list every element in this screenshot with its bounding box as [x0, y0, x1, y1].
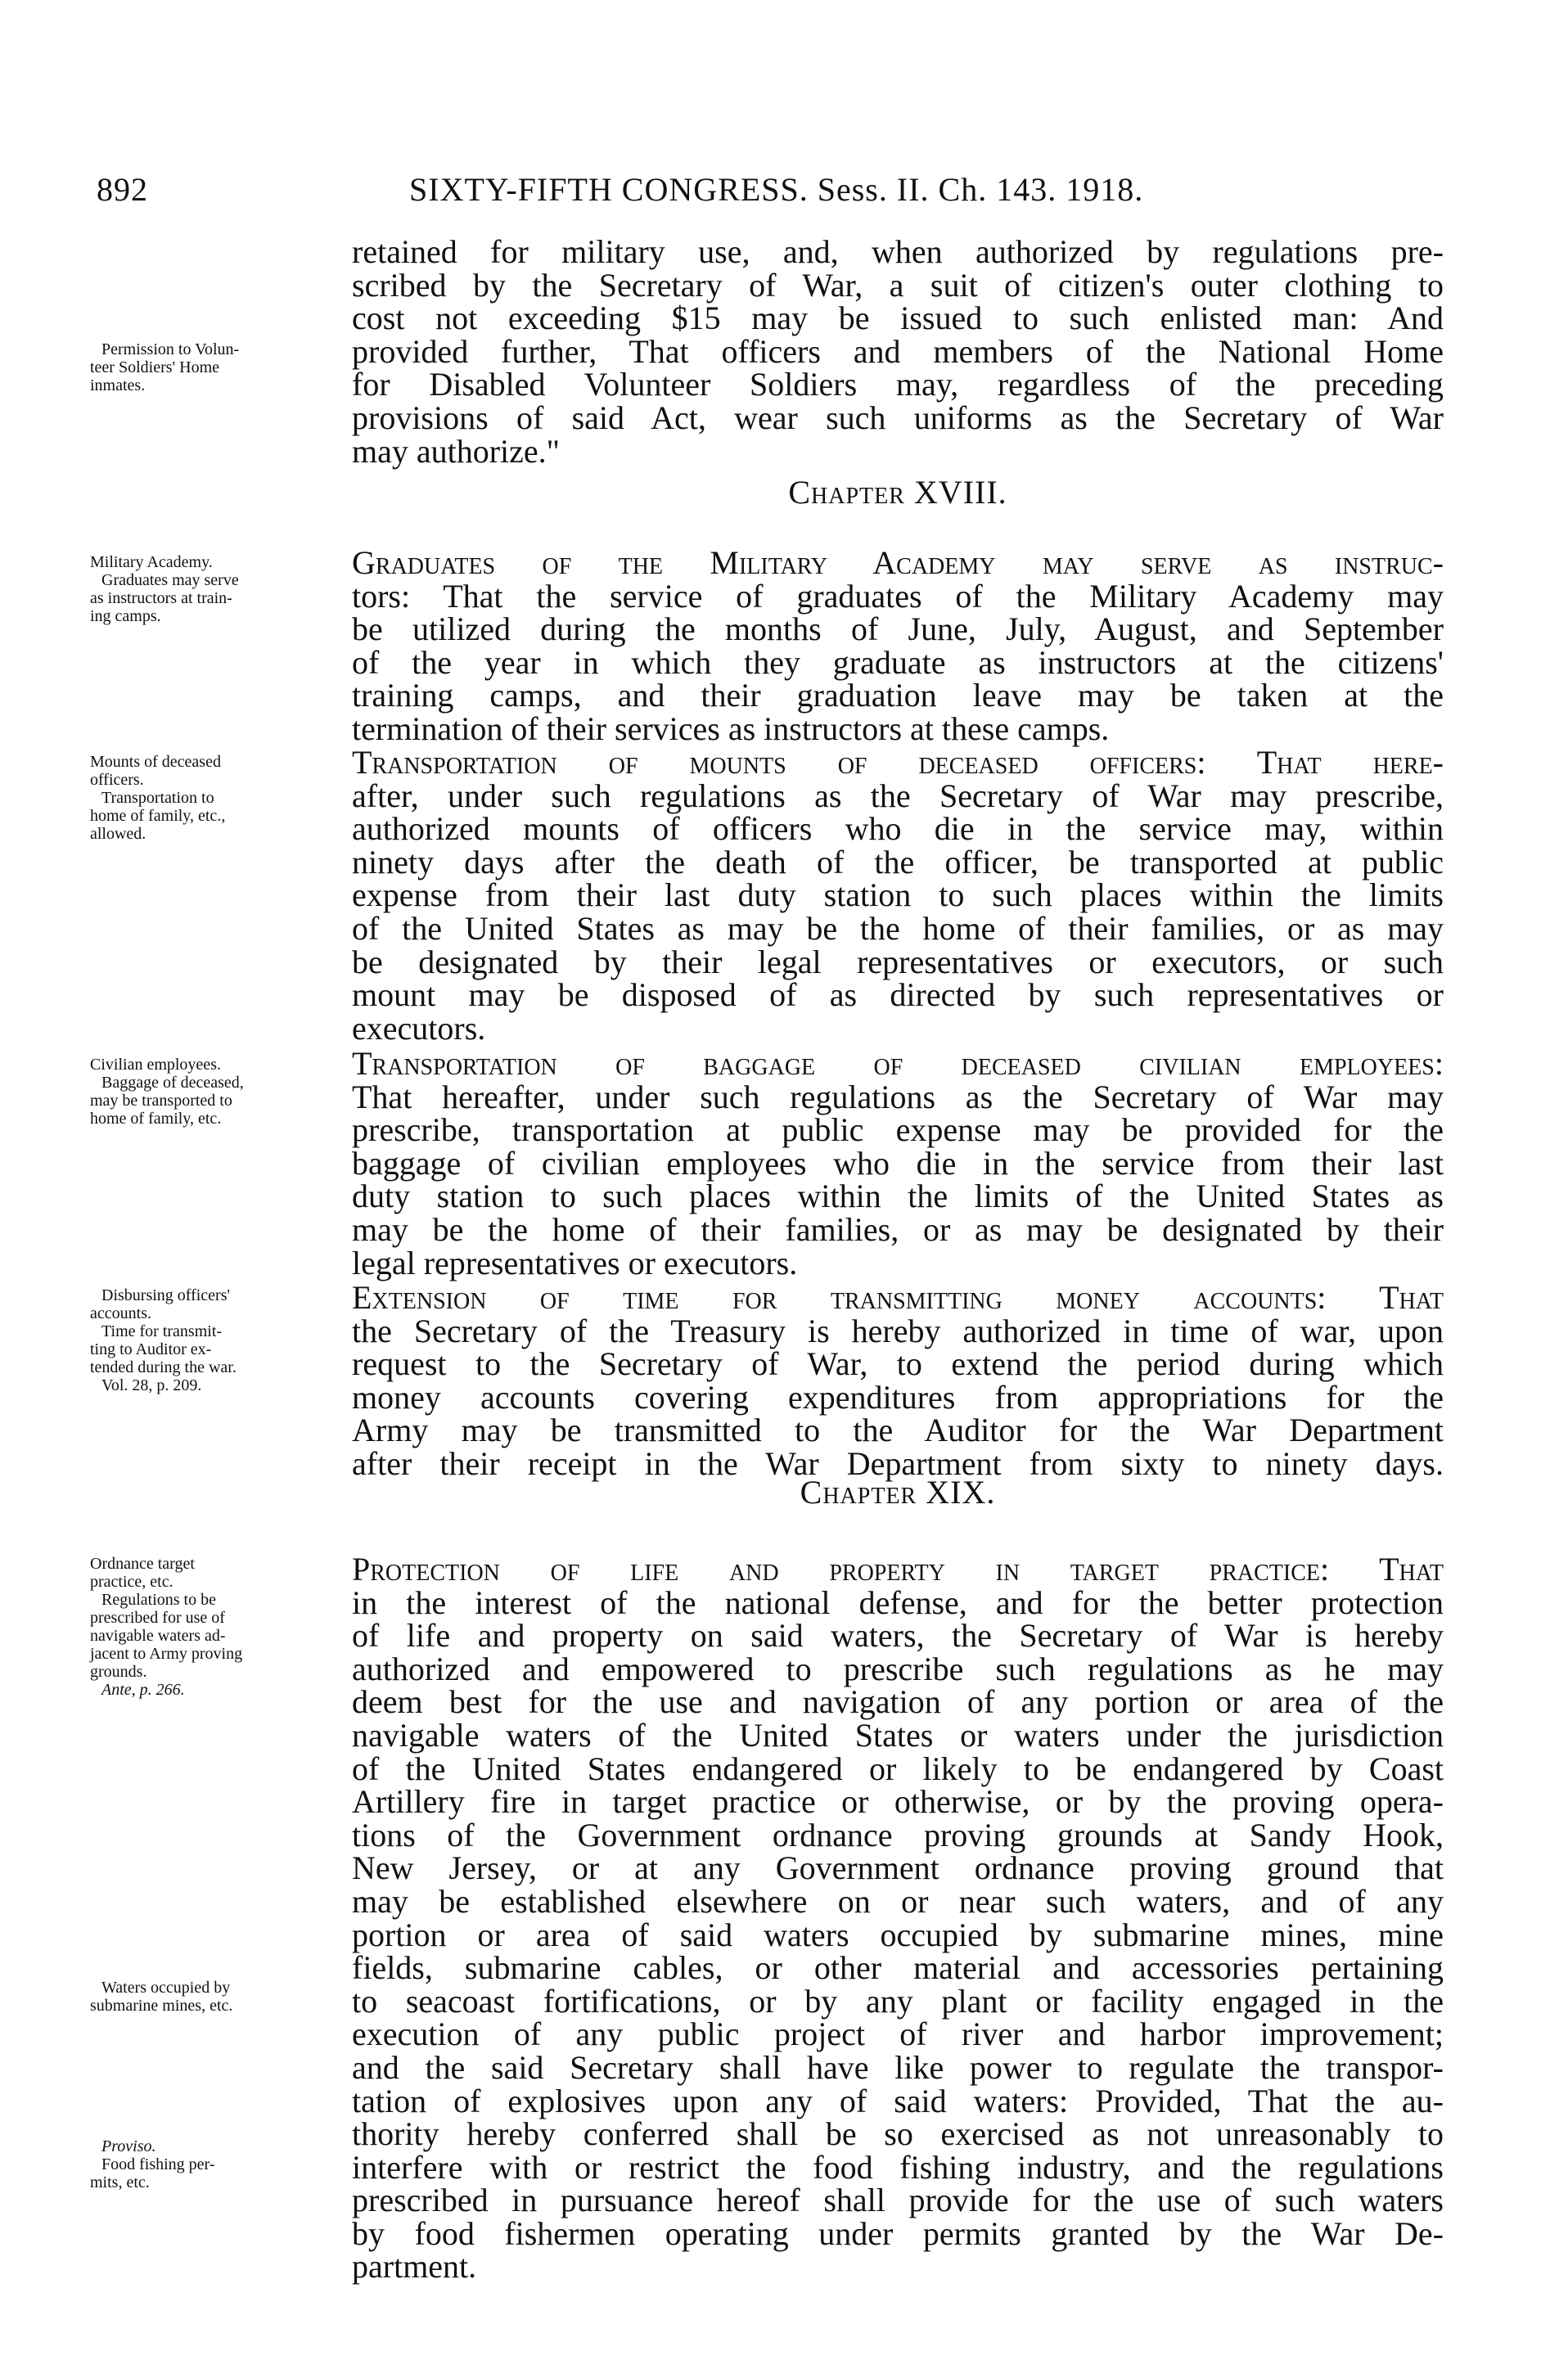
paragraph-clothing: retained for military use, and, when authorized by regulations pre- scribed by the Secretary of War, a suit of citizen's outer clothing to cost not exceeding $15 may be issued to such enlisted man: And provided further, That officers and members of the National Home for Disabled Volunteer Soldiers may, regardless of the preceding provisions of said Act, wear such uniforms as the Secretary of War may authorize.": [352, 233, 1444, 470]
page-header: [97, 170, 1439, 213]
paragraph-target-practice: Protection of life and property in target practice: That in the interest of the national defense, and for the better protection of life and property on said waters, the Secretary of War is hereby authorized and empowered to prescribe such regulations as he may deem best for the use and navigation of any portion or area of the navigable waters of the United States or waters under the jurisdiction of the United States endangered or likely to be endangered by Coast Artillery fire in target practice or otherwise, or by the proving opera- tions of the Government ordnance proving grounds at Sandy Hook, New Jersey, or at any Government ordnance proving ground that may be established elsewhere on or near such waters, and of any portion or area of said waters occupied by submarine mines, mine fields, submarine cables, or other material and accessories pertaining to seacoast fortifications, or by any plant or facility engaged in the execution of any public project of river and harbor improvement; and the said Secretary shall have like power to regulate the transpor- tation of explosives upon any of said waters: Provided, That the au- thority hereby conferred shall be so exercised as not unreasonably to interfere with or restrict the food fishing industry, and the regulations prescribed in pursuance hereof shall provide for the use of such waters by food fishermen operating under permits granted by the War De- partment.: [352, 1551, 1444, 2286]
margin-note-volunteer-home: Permission to Volun- teer Soldiers' Home inmates.: [90, 340, 240, 394]
margin-note-military-academy: Military Academy. Graduates may serve as instructors at train- ing camps.: [90, 553, 239, 625]
margin-note-proviso: Proviso. Food fishing per- mits, etc.: [90, 2137, 215, 2191]
paragraph-military-academy: Graduates of the Military Academy may serve as instruc- tors: That the service of graduates of the Military Academy may be utilized during the months of June, July, August, and September of the year in which they graduate as instructors at the citizens' training camps, and their graduation leave may be taken at the termination of their services as instructors at these camps.: [352, 544, 1444, 747]
chapter-xviii-heading: Chapter XVIII.: [788, 474, 1007, 511]
margin-note-submarine-mines: Waters occupied by submarine mines, etc.: [90, 1979, 233, 2015]
margin-note-ordnance-target: Ordnance target practice, etc. Regulations to be prescribed for use of navigable waters ad- jacent to Army proving grounds. Ante, p. 266.: [90, 1555, 243, 1699]
page-number: 892: [97, 171, 148, 208]
paragraph-mounts: Transportation of mounts of deceased officers: That here- after, under such regulations as the Secretary of War may prescribe, authorized mounts of officers who die in the service may, within ninety days after the death of the officer, be transported at public expense from their last duty station to such places within the limits of the United States as may be the home of their families, or as may be designated by their legal representatives or executors, or such mount may be disposed of as directed by such representatives or executors.: [352, 744, 1444, 1047]
margin-note-disbursing-officers: Disbursing officers' accounts. Time for transmit- ting to Auditor ex- tended during the war. Vol. 28, p. 209.: [90, 1286, 237, 1394]
paragraph-money-accounts: Extension of time for transmitting money accounts: That the Secretary of the Treasury is hereby authorized in time of war, upon request to the Secretary of War, to extend the period during which money accounts covering expenditures from appropriations for the Army may be transmitted to the Auditor for the War Department after their receipt in the War Department from sixty to ninety days.: [352, 1279, 1444, 1482]
margin-note-mounts: Mounts of deceased officers. Transportation to home of family, etc., allowed.: [90, 753, 226, 843]
running-head: SIXTY-FIFTH CONGRESS. Sess. II. Ch. 143. 1918.: [409, 171, 1144, 208]
margin-note-civilian-employees: Civilian employees. Baggage of deceased, may be transported to home of family, etc.: [90, 1056, 244, 1128]
paragraph-baggage: Transportation of baggage of deceased civilian employees: That hereafter, under such regulations as the Secretary of War may prescribe, transportation at public expense may be provided for the baggage of civilian employees who die in the service from their last duty station to such places within the limits of the United States as may be the home of their families, or as may be designated by their legal representatives or executors.: [352, 1045, 1444, 1281]
chapter-xix-heading: Chapter XIX.: [800, 1474, 996, 1511]
